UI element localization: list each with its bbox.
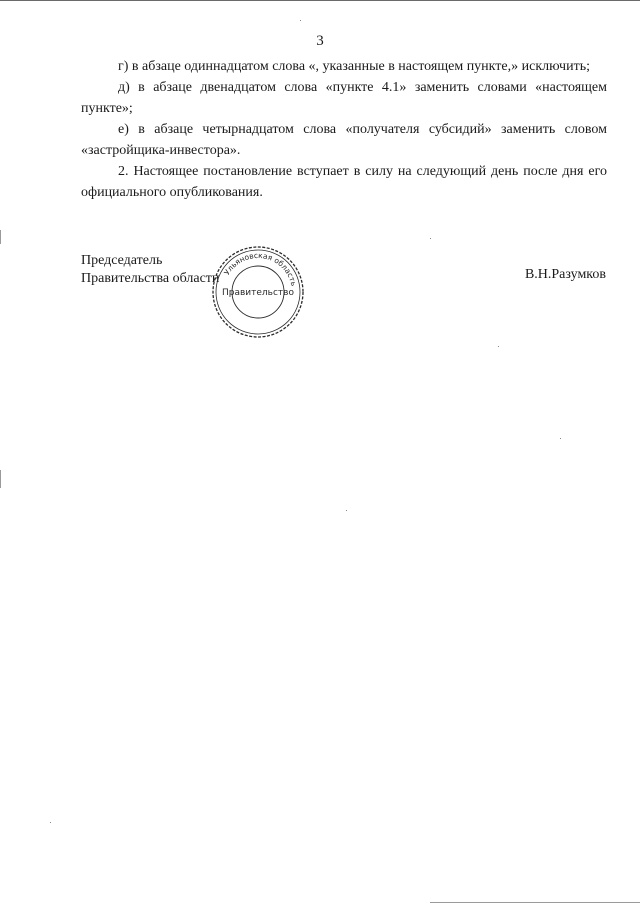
signatory-title-line2: Правительства области — [81, 271, 220, 286]
official-seal-icon — [210, 244, 306, 340]
document-body — [81, 56, 607, 203]
scan-edge-mark — [0, 470, 1, 488]
seal-center-text: Правительство — [222, 288, 294, 298]
scan-speck — [346, 510, 347, 511]
scan-top-edge — [0, 0, 640, 1]
scan-speck — [300, 20, 301, 21]
page-number: 3 — [316, 33, 324, 49]
scan-speck — [430, 238, 431, 239]
scan-edge-mark — [0, 230, 1, 244]
scan-speck — [50, 822, 51, 823]
paragraph-d: д) в абзаце двенадцатом слова «пункте 4.1» заменить словами «настоящем пункте»; — [81, 80, 607, 116]
paragraph-e: е) в абзаце четырнадцатом слова «получателя субсидий» заменить словом «застройщика-инвестора». — [81, 122, 607, 158]
seal-ring-text: Ульяновская область — [222, 250, 299, 287]
signatory-title — [81, 252, 219, 288]
scan-bottom-edge — [430, 902, 640, 903]
signatory-title-line1: Председатель — [81, 253, 163, 268]
paragraph-g: г) в абзаце одиннадцатом слова «, указанные в настоящем пункте,» исключить; — [118, 59, 590, 74]
scan-speck — [560, 438, 561, 439]
scan-speck — [498, 346, 499, 347]
paragraph-effective-date: 2. Настоящее постановление вступает в силу на следующий день после дня его официального опубликования. — [81, 164, 607, 200]
signatory-name: В.Н.Разумков — [524, 267, 606, 282]
